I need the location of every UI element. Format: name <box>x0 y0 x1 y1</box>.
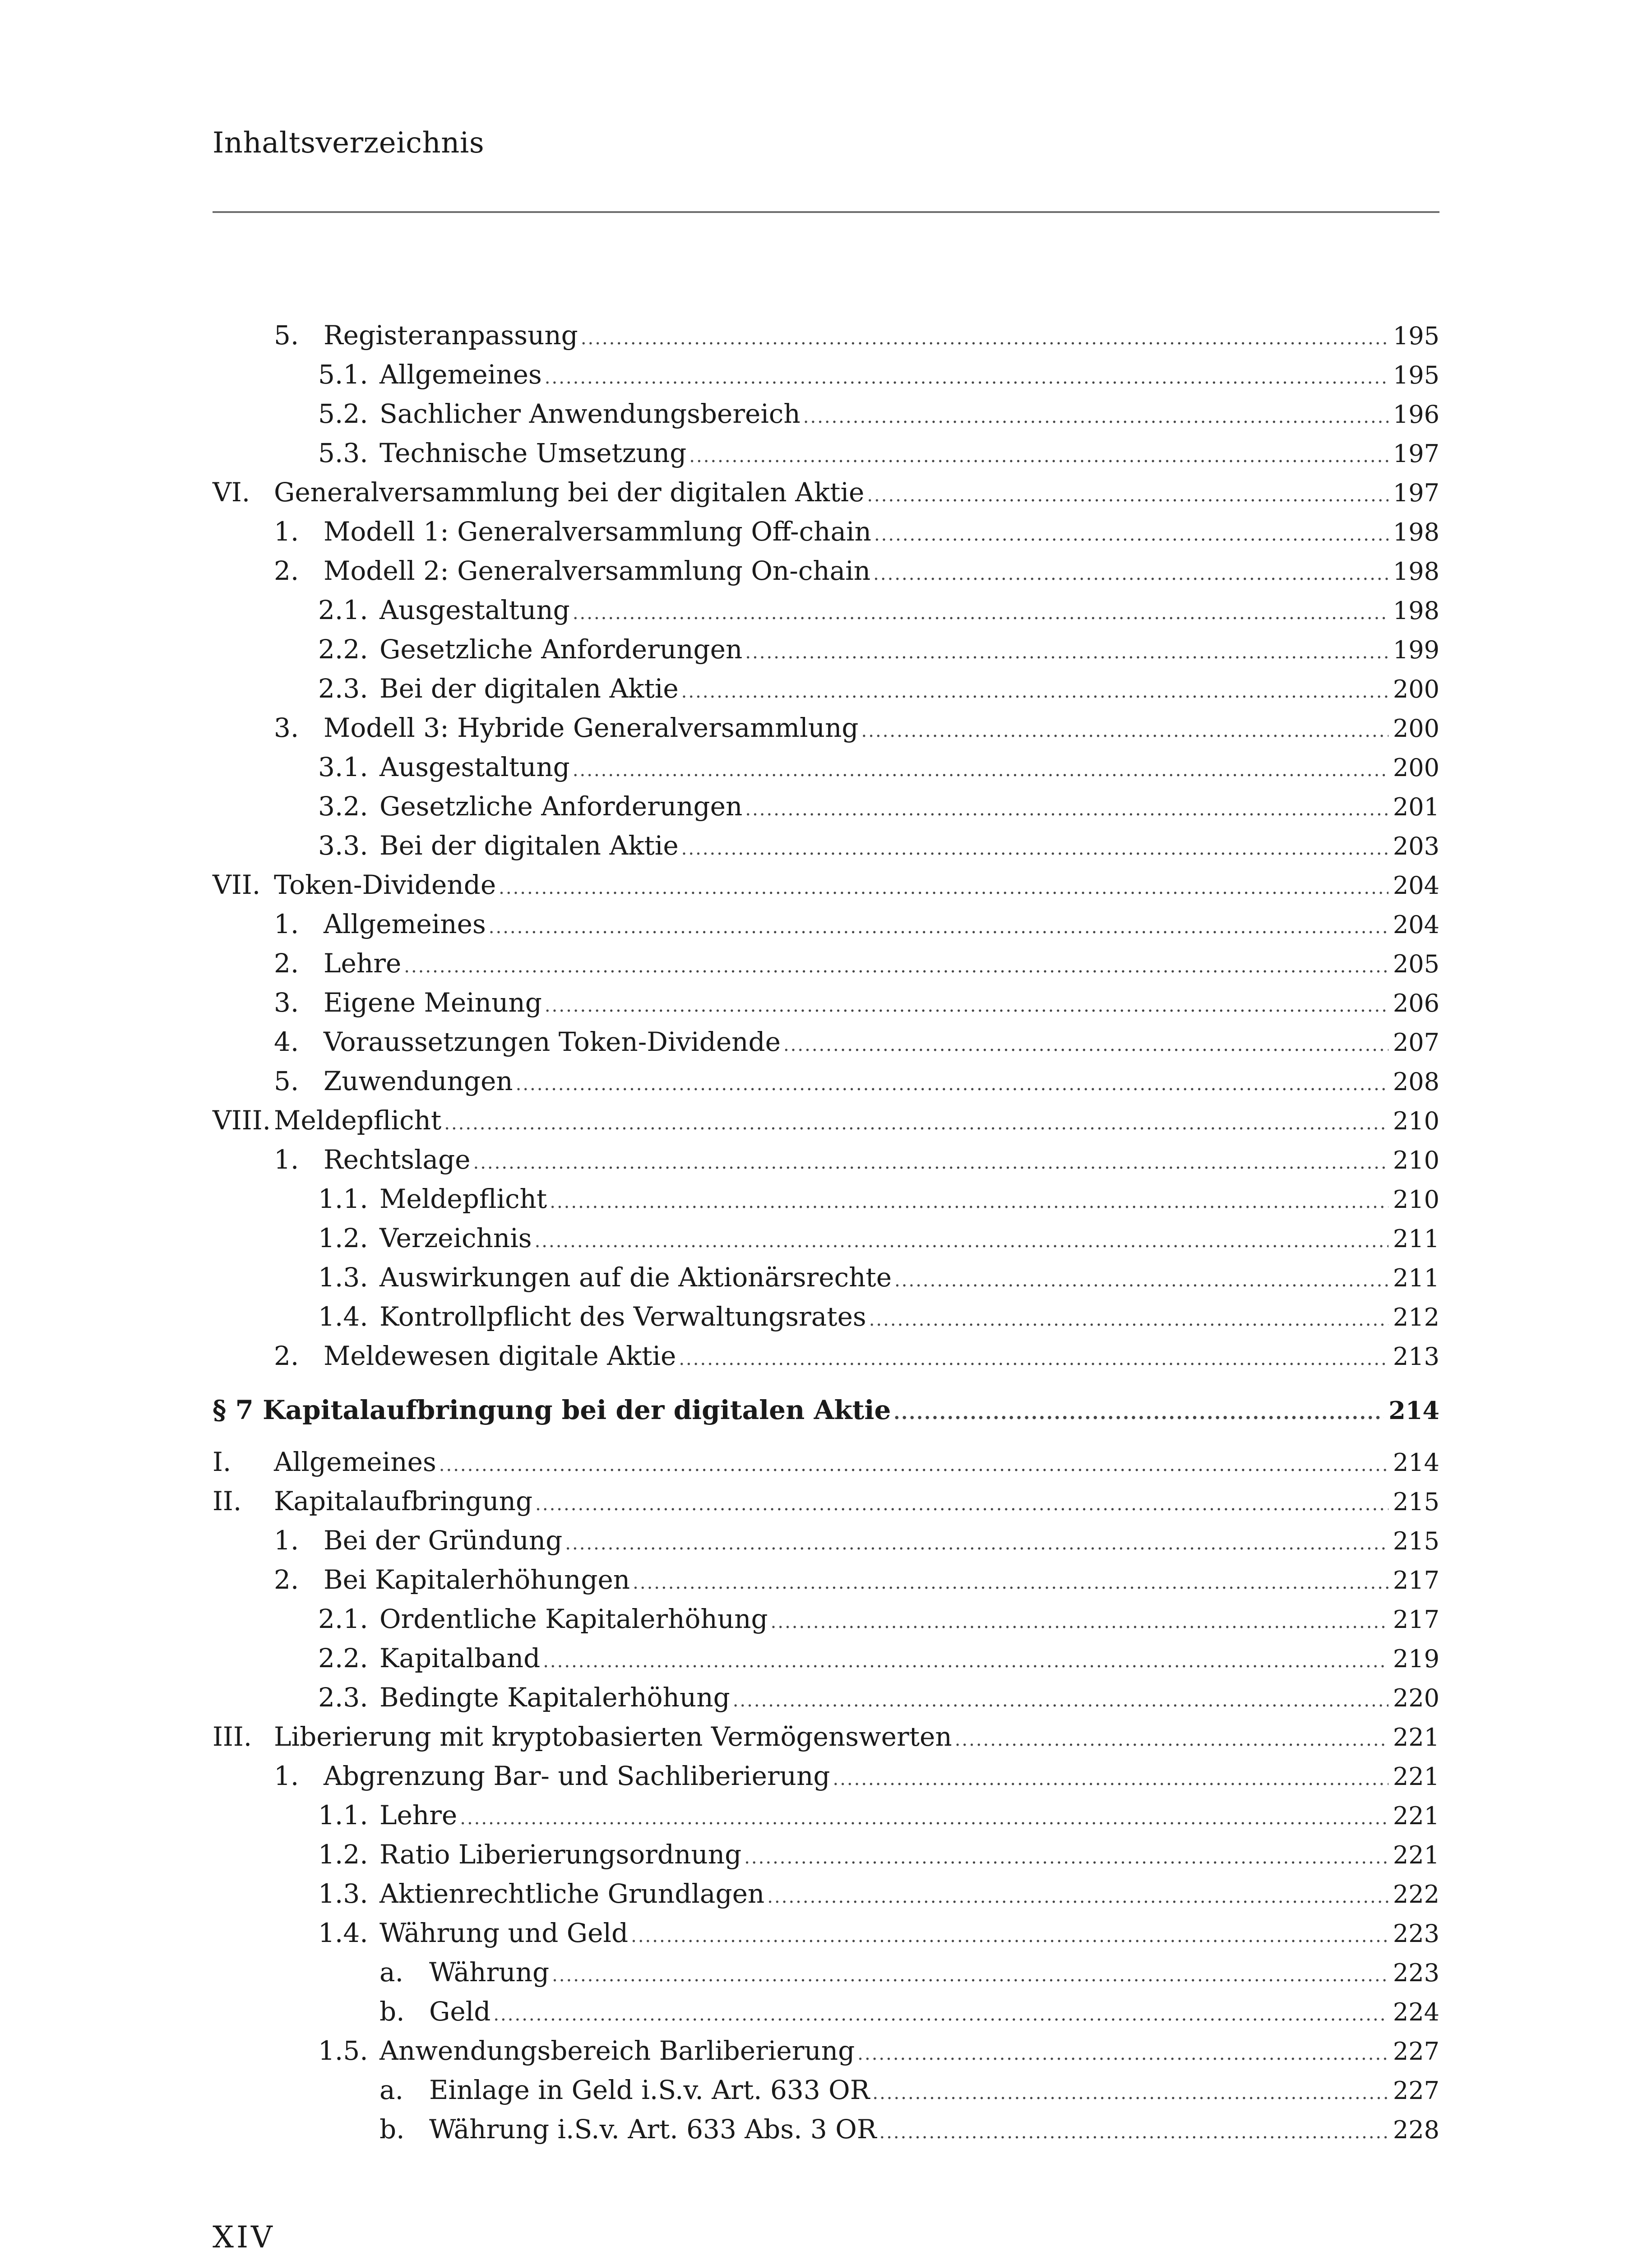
dot-leader <box>803 398 1388 437</box>
toc-entry-page: 197 <box>1393 439 1439 468</box>
toc-entry-number: 1.4. <box>318 1918 368 1948</box>
toc-entry-title: Modell 3: Hybride Generalversammlung <box>324 712 859 743</box>
toc-entry-page: 221 <box>1393 1762 1439 1791</box>
dot-leader <box>633 1563 1388 1603</box>
dot-leader <box>744 1838 1388 1877</box>
toc-entry <box>213 1297 1439 1336</box>
toc-entry <box>213 1717 1439 1757</box>
dot-leader <box>873 555 1388 594</box>
toc-entry <box>213 2110 1439 2149</box>
toc-entry <box>213 1442 1439 1482</box>
toc-entry <box>213 1258 1439 1297</box>
dot-leader <box>489 908 1388 947</box>
dot-leader <box>955 1720 1388 1760</box>
toc-entry <box>213 512 1439 551</box>
toc-entry-title: Einlage in Geld i.S.v. Art. 633 OR <box>429 2075 870 2105</box>
toc-entry <box>213 551 1439 591</box>
toc-entry-page: 223 <box>1393 1919 1439 1948</box>
toc-entry <box>213 826 1439 865</box>
dot-leader <box>681 672 1388 712</box>
toc-entry-page: 220 <box>1393 1684 1439 1712</box>
header-divider <box>213 211 1439 213</box>
toc-entry-title: Kapitalaufbringung <box>274 1486 533 1516</box>
dot-leader <box>545 986 1388 1026</box>
toc-entry <box>213 669 1439 708</box>
toc-entry-title: Lehre <box>324 948 402 979</box>
toc-entry <box>213 1992 1439 2031</box>
toc-entry-number: 3.1. <box>318 752 368 782</box>
dot-leader <box>681 829 1388 869</box>
dot-leader <box>833 1760 1388 1799</box>
toc-entry <box>213 1874 1439 1914</box>
dot-leader <box>535 1485 1388 1524</box>
toc-entry-page: 205 <box>1393 950 1439 978</box>
toc-section-heading <box>213 1387 1439 1433</box>
toc-entry <box>213 1521 1439 1560</box>
dot-leader <box>552 1956 1388 1995</box>
toc-entry-number: 3.2. <box>318 791 368 822</box>
page-number: XIV <box>213 2220 275 2255</box>
toc-entry-page: 204 <box>1393 871 1439 900</box>
dot-leader <box>460 1799 1388 1838</box>
dot-leader <box>745 790 1388 829</box>
toc-entry-number: 1.2. <box>318 1839 368 1870</box>
toc-entry <box>213 355 1439 394</box>
dot-leader <box>516 1065 1388 1104</box>
toc-entry-page: 208 <box>1393 1068 1439 1096</box>
toc-entry-page: 198 <box>1393 596 1439 625</box>
toc-entry-number: II. <box>213 1486 242 1516</box>
toc-entry-number: 5. <box>274 1066 299 1096</box>
toc-entry-page: 215 <box>1393 1488 1439 1516</box>
toc-entry-title: Allgemeines <box>379 359 542 390</box>
toc-entry-page: 203 <box>1393 832 1439 860</box>
toc-entry-number: VIII. <box>213 1105 271 1136</box>
toc-entry-page: 215 <box>1393 1527 1439 1555</box>
toc-entry-page: 211 <box>1393 1225 1439 1253</box>
toc-entry-page: 227 <box>1393 2037 1439 2066</box>
toc-entry-page: 204 <box>1393 911 1439 939</box>
toc-entry-title: Meldepflicht <box>274 1105 442 1136</box>
toc-entry <box>213 1639 1439 1678</box>
toc-entry-number: 1.3. <box>318 1878 368 1909</box>
toc-entry-title: Liberierung mit kryptobasierten Vermögenswerten <box>274 1721 952 1752</box>
toc-entry <box>213 1560 1439 1600</box>
toc-entry <box>213 630 1439 669</box>
toc-entry <box>213 1022 1439 1062</box>
dot-leader <box>879 2113 1388 2152</box>
toc-entry-title: Auswirkungen auf die Aktionärsrechte <box>379 1262 892 1293</box>
toc-entry <box>213 1796 1439 1835</box>
toc-entry-title: Eigene Meinung <box>324 987 542 1018</box>
toc-entry-number: 3.3. <box>318 830 368 861</box>
dot-leader <box>581 319 1388 358</box>
toc-entry-page: 219 <box>1393 1645 1439 1673</box>
dot-leader <box>565 1524 1388 1563</box>
toc-entry <box>213 944 1439 983</box>
toc-entry-page: 213 <box>1393 1342 1439 1371</box>
dot-leader <box>857 2034 1388 2074</box>
table-of-contents <box>213 316 1439 2149</box>
toc-entry-number: 3. <box>274 987 299 1018</box>
dot-leader <box>535 1222 1388 1261</box>
toc-entry <box>213 1140 1439 1179</box>
toc-entry-title: Sachlicher Anwendungsbereich <box>379 398 801 429</box>
dot-leader <box>893 1390 1384 1437</box>
toc-entry-page: 210 <box>1393 1107 1439 1135</box>
toc-entry-title: Währung i.S.v. Art. 633 Abs. 3 OR <box>429 2114 877 2145</box>
toc-entry-number: 1. <box>274 1761 299 1791</box>
dot-leader <box>543 1642 1388 1681</box>
toc-entry-page: 211 <box>1393 1264 1439 1292</box>
dot-leader <box>861 712 1388 751</box>
toc-entry <box>213 473 1439 512</box>
toc-entry-page: 195 <box>1393 361 1439 389</box>
toc-entry-number: a. <box>379 1957 404 1988</box>
dot-leader <box>767 1877 1388 1917</box>
dot-leader <box>493 1995 1388 2034</box>
toc-entry-number: 1.4. <box>318 1301 368 1332</box>
toc-entry-page: 198 <box>1393 557 1439 586</box>
toc-entry-title: Ordentliche Kapitalerhöhung <box>379 1604 768 1634</box>
toc-entry-page: 196 <box>1393 400 1439 429</box>
dot-leader <box>894 1261 1388 1300</box>
toc-entry-title: Ausgestaltung <box>379 752 570 782</box>
dot-leader <box>473 1143 1388 1183</box>
toc-entry-page: 210 <box>1393 1146 1439 1174</box>
dot-leader <box>689 437 1388 476</box>
toc-entry-number: 1.2. <box>318 1223 368 1253</box>
toc-entry-number: 2.2. <box>318 634 368 665</box>
toc-entry-page: 221 <box>1393 1802 1439 1830</box>
toc-entry <box>213 708 1439 748</box>
toc-entry-number: a. <box>379 2075 404 2105</box>
toc-entry-title: Kapitalband <box>379 1643 541 1674</box>
dot-leader <box>867 476 1388 515</box>
dot-leader <box>872 2074 1388 2113</box>
dot-leader <box>631 1917 1388 1956</box>
toc-entry <box>213 434 1439 473</box>
toc-entry-page: 210 <box>1393 1185 1439 1214</box>
toc-entry <box>213 1914 1439 1953</box>
toc-entry-number: 4. <box>274 1026 299 1057</box>
toc-entry-number: 5. <box>274 320 299 351</box>
toc-entry-title: Allgemeines <box>324 909 486 939</box>
toc-entry <box>213 591 1439 630</box>
toc-entry <box>213 1678 1439 1717</box>
toc-entry <box>213 1219 1439 1258</box>
toc-entry-number: b. <box>379 2114 405 2145</box>
toc-entry-title: Kontrollpflicht des Verwaltungsrates <box>379 1301 866 1332</box>
toc-entry-number: b. <box>379 1996 405 2027</box>
toc-entry-title: Gesetzliche Anforderungen <box>379 791 743 822</box>
dot-leader <box>679 1340 1388 1379</box>
toc-entry-page: 214 <box>1388 1396 1439 1425</box>
toc-entry-number: 5.2. <box>318 398 368 429</box>
toc-entry-page: 217 <box>1393 1566 1439 1595</box>
toc-entry-title: Token-Dividende <box>274 869 496 900</box>
toc-entry-page: 200 <box>1393 714 1439 743</box>
toc-entry-page: 197 <box>1393 479 1439 507</box>
toc-entry <box>213 1835 1439 1874</box>
toc-entry-number: 1.3. <box>318 1262 368 1293</box>
dot-leader <box>444 1104 1388 1143</box>
dot-leader <box>550 1183 1388 1222</box>
toc-entry-number: 2.1. <box>318 595 368 625</box>
toc-entry-number: 1.1. <box>318 1183 368 1214</box>
toc-entry-number: III. <box>213 1721 252 1752</box>
toc-entry-title: Allgemeines <box>274 1447 436 1477</box>
toc-entry <box>213 1101 1439 1140</box>
toc-entry-number: 1. <box>274 1144 299 1175</box>
dot-leader <box>745 633 1388 672</box>
toc-entry-title: Modell 1: Generalversammlung Off-chain <box>324 516 871 547</box>
toc-entry-number: 2.1. <box>318 1604 368 1634</box>
toc-entry-number: 2. <box>274 555 299 586</box>
toc-entry-number: 1.1. <box>318 1800 368 1831</box>
toc-entry-number: 1.5. <box>318 2035 368 2066</box>
toc-entry-number: 1. <box>274 516 299 547</box>
toc-entry-title: Voraussetzungen Token-Dividende <box>324 1026 781 1057</box>
dot-leader <box>733 1681 1388 1720</box>
toc-entry <box>213 1179 1439 1219</box>
toc-entry-title: Meldepflicht <box>379 1183 547 1214</box>
toc-entry-title: Verzeichnis <box>379 1223 532 1253</box>
toc-entry-title: Abgrenzung Bar- und Sachliberierung <box>324 1761 830 1791</box>
page-header-title: Inhaltsverzeichnis <box>213 126 485 160</box>
toc-entry <box>213 1953 1439 1992</box>
toc-entry-page: 223 <box>1393 1959 1439 1987</box>
toc-entry-title: Ausgestaltung <box>379 595 570 625</box>
toc-entry-page: 207 <box>1393 1028 1439 1057</box>
dot-leader <box>573 751 1388 790</box>
toc-entry-title: Bedingte Kapitalerhöhung <box>379 1682 730 1713</box>
toc-entry-page: 221 <box>1393 1841 1439 1869</box>
toc-entry-title: Anwendungsbereich Barliberierung <box>379 2035 855 2066</box>
toc-entry <box>213 905 1439 944</box>
toc-entry-page: 227 <box>1393 2076 1439 2105</box>
toc-entry-title: Ratio Liberierungsordnung <box>379 1839 742 1870</box>
toc-entry <box>213 1482 1439 1521</box>
toc-entry <box>213 983 1439 1022</box>
toc-entry-number: 1. <box>274 1525 299 1556</box>
toc-entry <box>213 787 1439 826</box>
dot-leader <box>499 869 1388 908</box>
dot-leader <box>771 1603 1388 1642</box>
toc-entry-page: 224 <box>1393 1998 1439 2026</box>
toc-entry <box>213 1757 1439 1796</box>
toc-entry <box>213 1062 1439 1101</box>
toc-entry-title: Registeranpassung <box>324 320 578 351</box>
toc-entry-number: 2. <box>274 1341 299 1371</box>
toc-entry-number: 2. <box>274 948 299 979</box>
toc-entry-title: Währung <box>429 1957 550 1988</box>
toc-entry <box>213 865 1439 905</box>
toc-entry-page: 217 <box>1393 1605 1439 1634</box>
toc-entry-page: 228 <box>1393 2116 1439 2144</box>
toc-entry-page: 214 <box>1393 1448 1439 1477</box>
toc-entry-number: I. <box>213 1447 231 1477</box>
dot-leader <box>783 1026 1388 1065</box>
toc-entry-number: 5.1. <box>318 359 368 390</box>
dot-leader <box>573 594 1388 633</box>
toc-entry-page: 198 <box>1393 518 1439 546</box>
toc-entry <box>213 316 1439 355</box>
toc-entry-number: 2. <box>274 1564 299 1595</box>
toc-entry-title: Aktienrechtliche Grundlagen <box>379 1878 765 1909</box>
toc-entry-page: 195 <box>1393 322 1439 350</box>
toc-entry-number: 2.3. <box>318 673 368 704</box>
dot-leader <box>545 358 1388 398</box>
toc-entry-title: Währung und Geld <box>379 1918 629 1948</box>
toc-entry-number: VII. <box>213 869 261 900</box>
toc-entry <box>213 2031 1439 2071</box>
toc-entry-title: Meldewesen digitale Aktie <box>324 1341 676 1371</box>
toc-entry-title: Generalversammlung bei der digitalen Aktie <box>274 477 865 508</box>
toc-entry-number: 3. <box>274 712 299 743</box>
toc-entry <box>213 2071 1439 2110</box>
toc-entry-number: 5.3. <box>318 438 368 468</box>
toc-entry <box>213 1600 1439 1639</box>
toc-entry-title: Zuwendungen <box>324 1066 513 1096</box>
dot-leader <box>439 1446 1388 1485</box>
toc-entry-title: Geld <box>429 1996 491 2027</box>
toc-entry-title: Bei Kapitalerhöhungen <box>324 1564 630 1595</box>
toc-entry-page: 200 <box>1393 754 1439 782</box>
toc-entry-title: Gesetzliche Anforderungen <box>379 634 743 665</box>
toc-entry-title: Bei der Gründung <box>324 1525 563 1556</box>
toc-entry <box>213 748 1439 787</box>
toc-entry-title: Lehre <box>379 1800 458 1831</box>
toc-entry-page: 200 <box>1393 675 1439 703</box>
toc-entry-number: 2.2. <box>318 1643 368 1674</box>
toc-entry-title: Rechtslage <box>324 1144 471 1175</box>
dot-leader <box>869 1300 1388 1340</box>
toc-entry-page: 201 <box>1393 793 1439 821</box>
toc-entry-number: 2.3. <box>318 1682 368 1713</box>
toc-entry-title: Bei der digitalen Aktie <box>379 830 679 861</box>
toc-entry-number: VI. <box>213 477 250 508</box>
toc-entry <box>213 394 1439 434</box>
dot-leader <box>404 947 1388 986</box>
toc-entry-number: 1. <box>274 909 299 939</box>
toc-entry-title: Modell 2: Generalversammlung On-chain <box>324 555 871 586</box>
toc-entry-page: 212 <box>1393 1303 1439 1331</box>
toc-entry-page: 199 <box>1393 636 1439 664</box>
toc-entry-title: Bei der digitalen Aktie <box>379 673 679 704</box>
toc-entry-page: 222 <box>1393 1880 1439 1909</box>
toc-entry-title: § 7 Kapitalaufbringung bei der digitalen Aktie <box>213 1395 891 1425</box>
toc-entry <box>213 1336 1439 1376</box>
toc-entry-title: Technische Umsetzung <box>379 438 687 468</box>
dot-leader <box>874 515 1388 555</box>
toc-entry-page: 206 <box>1393 989 1439 1017</box>
toc-entry-page: 221 <box>1393 1723 1439 1752</box>
